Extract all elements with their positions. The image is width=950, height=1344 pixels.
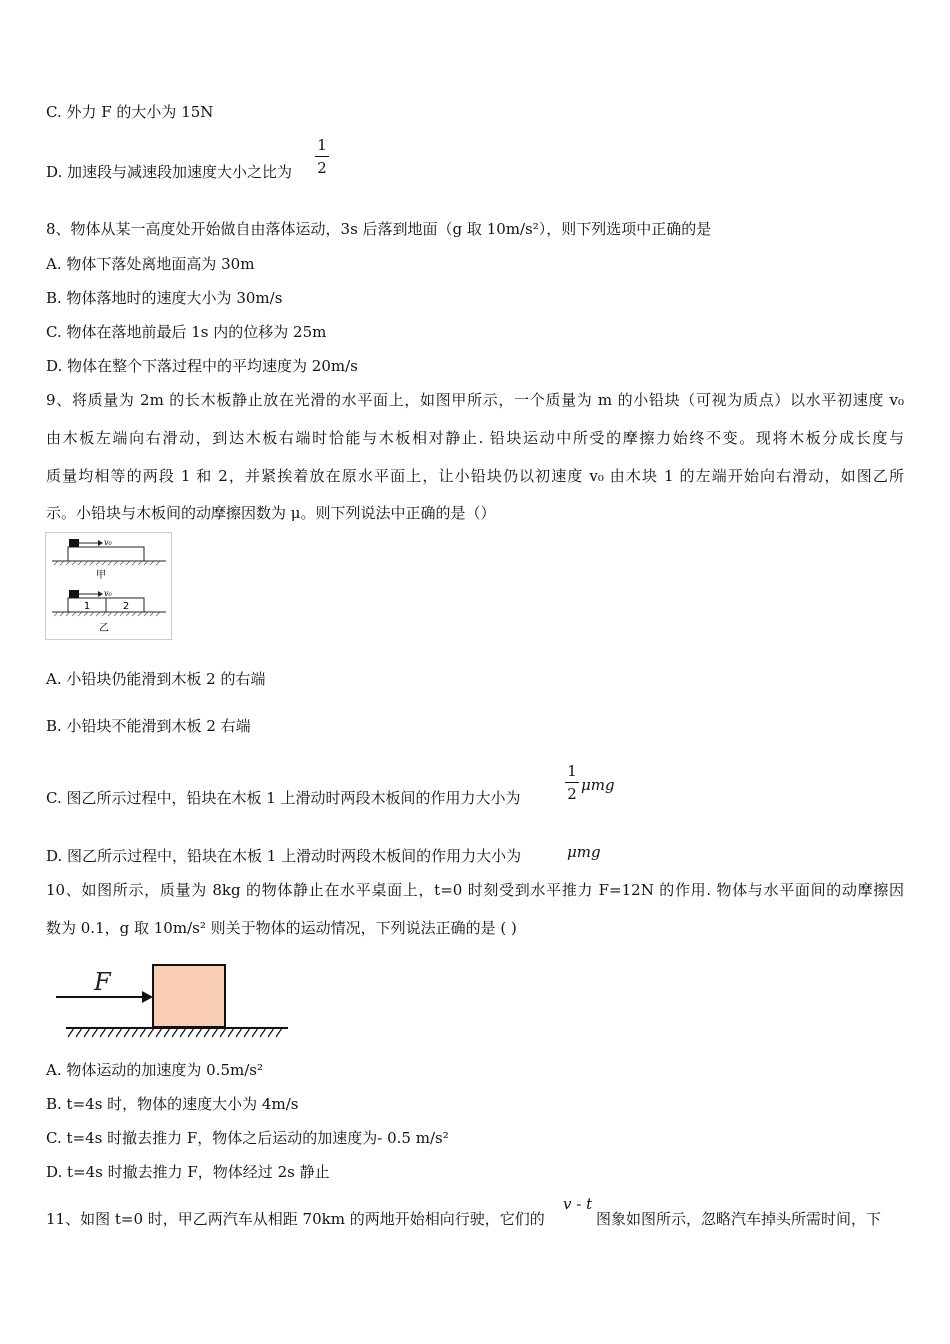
q9-option-a: A. 小铅块仍能滑到木板 2 的右端 <box>46 670 266 688</box>
q9-option-d: D. 图乙所示过程中，铅块在木板 1 上滑动时两段木板间的作用力大小为 <box>46 847 522 865</box>
q9-stem-line-3: 质量均相等的两段 1 和 2，并紧挨着放在原水平面上，让小铅块仍以初速度 v₀ 由木块 1 的左端开始向右滑动，如图乙所 <box>46 467 904 485</box>
q11-stem-part-1: 11、如图 t=0 时，甲乙两汽车从相距 70km 的两地开始相向行驶，它们的 <box>46 1210 545 1228</box>
long-board <box>68 547 144 561</box>
board-1-label: 1 <box>83 601 91 612</box>
q9-figure-diagram <box>46 533 171 639</box>
q8-option-c: C. 物体在落地前最后 1s 内的位移为 25m <box>46 323 327 341</box>
q8-option-a: A. 物体下落处离地面高为 30m <box>46 255 255 273</box>
q10-figure-diagram <box>54 960 294 1040</box>
q8-option-d: D. 物体在整个下落过程中的平均速度为 20m/s <box>46 357 358 375</box>
q9-stem-line-1: 9、将质量为 2m 的长木板静止放在光滑的水平面上，如图甲所示，一个质量为 m 的小铅块（可视为质点）以水平初速度 v₀ <box>46 391 904 409</box>
q11-stem-part-2: 图象如图所示，忽略汽车掉头所需时间，下 <box>596 1210 882 1228</box>
q10-option-b: B. t=4s 时，物体的速度大小为 4m/s <box>46 1095 299 1113</box>
q7-option-c: C. 外力 F 的大小为 15N <box>46 103 214 121</box>
q10-stem-line-2: 数为 0.1，g 取 10m/s² 则关于物体的运动情况，下列说法正确的是 ( ) <box>46 919 517 937</box>
q7-option-d-fraction <box>315 136 329 177</box>
q9-option-c-expr: μmg <box>581 776 615 794</box>
fraction-numerator: 1 <box>317 136 327 154</box>
fraction-denominator: 2 <box>317 159 327 177</box>
q10-option-d: D. t=4s 时撤去推力 F，物体经过 2s 静止 <box>46 1163 330 1181</box>
q9-figure <box>45 532 172 640</box>
lead-block-2 <box>69 590 79 598</box>
fraction-denominator: 2 <box>567 785 577 803</box>
fraction-numerator: 1 <box>567 762 577 780</box>
label-jia: 甲 <box>96 570 106 581</box>
q10-stem-line-1: 10、如图所示，质量为 8kg 的物体静止在水平桌面上，t=0 时刻受到水平推力 F=12N 的作用. 物体与水平面间的动摩擦因 <box>46 881 904 899</box>
lead-block <box>69 539 79 547</box>
label-yi: 乙 <box>99 623 109 634</box>
q8-option-b: B. 物体落地时的速度大小为 30m/s <box>46 289 283 307</box>
v0-label-2: v₀ <box>104 589 112 598</box>
q9-stem-line-4: 示。小铅块与木板间的动摩擦因数为 μ。则下列说法中正确的是（） <box>46 504 496 522</box>
q8-stem: 8、物体从某一高度处开始做自由落体运动，3s 后落到地面（g 取 10m/s²），则下列选项中正确的是 <box>46 220 712 238</box>
q9-stem-line-2: 由木板左端向右滑动，到达木板右端时恰能与木板相对静止. 铅块运动中所受的摩擦力始终不变。现将木板分成长度与 <box>46 429 904 447</box>
q9-option-c: C. 图乙所示过程中，铅块在木板 1 上滑动时两段木板间的作用力大小为 <box>46 789 521 807</box>
q9-option-c-fraction <box>565 762 579 803</box>
q9-option-b: B. 小铅块不能滑到木板 2 右端 <box>46 717 251 735</box>
v0-label: v₀ <box>104 538 112 547</box>
q10-option-a: A. 物体运动的加速度为 0.5m/s² <box>46 1061 263 1079</box>
q7-option-d: D. 加速段与减速段加速度大小之比为 <box>46 163 293 181</box>
q9-option-d-expr: μmg <box>567 843 601 861</box>
q10-figure <box>54 960 294 1040</box>
force-label: F <box>94 968 111 996</box>
block <box>153 965 225 1027</box>
board-2-label: 2 <box>122 601 130 612</box>
q11-vt-expr: v - t <box>563 1195 593 1213</box>
q10-option-c: C. t=4s 时撤去推力 F，物体之后运动的加速度为- 0.5 m/s² <box>46 1129 449 1147</box>
